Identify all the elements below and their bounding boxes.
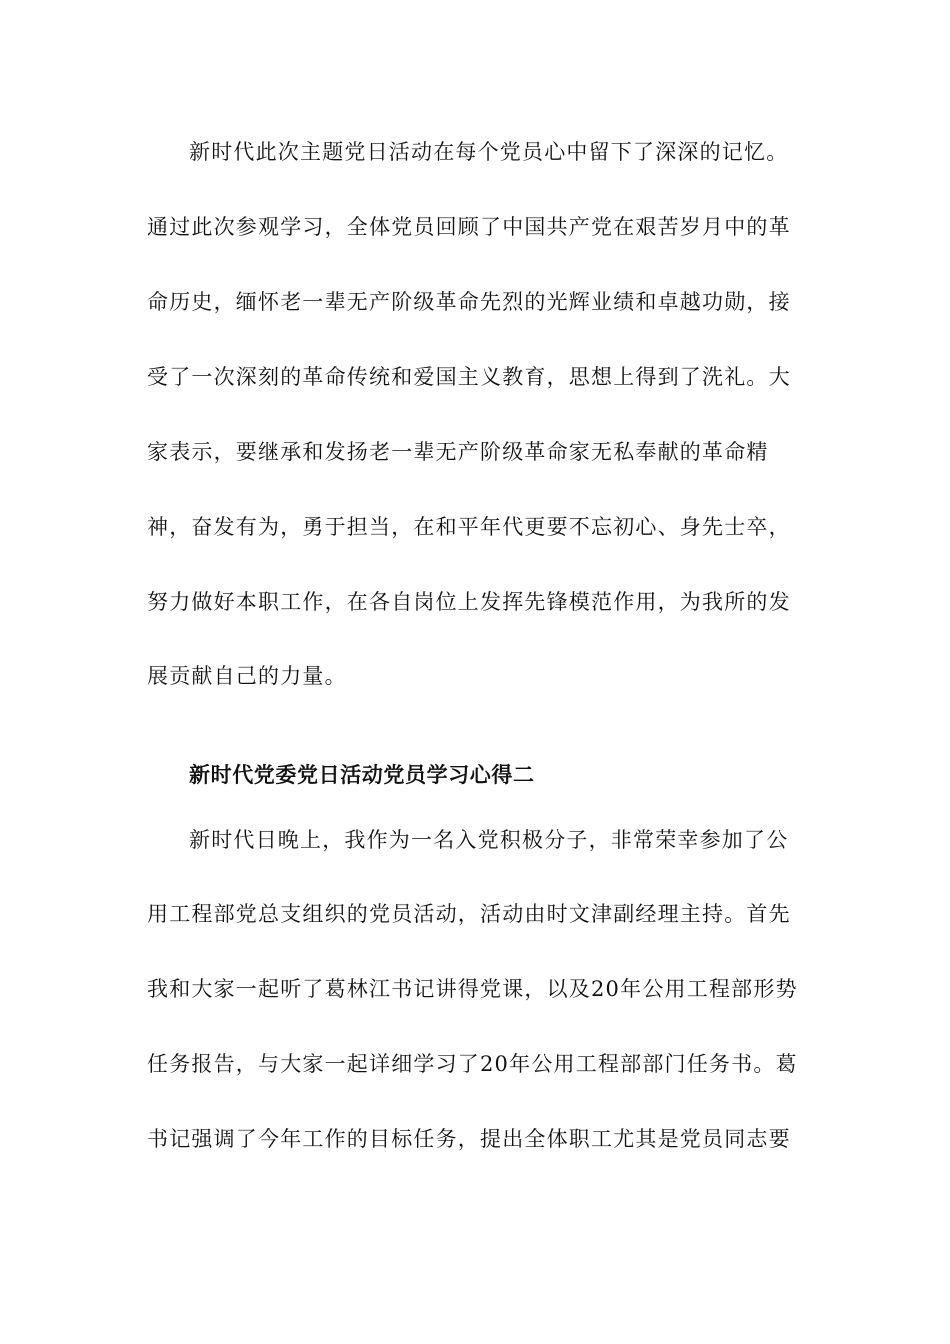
section-heading: 新时代党委党日活动党员学习心得二 — [189, 763, 535, 787]
paragraph-2-line-4: 任务报告，与大家一起详细学习了20年公用工程部部门任务书。葛 — [147, 1052, 798, 1076]
paragraph-2-line-5: 书记强调了今年工作的目标任务，提出全体职工尤其是党员同志要 — [147, 1127, 791, 1151]
paragraph-1-line-6: 神，奋发有为，勇于担当，在和平年代更要不忘初心、身先士卒， — [147, 515, 791, 539]
paragraph-1-line-2: 通过此次参观学习，全体党员回顾了中国共产党在艰苦岁月中的革 — [147, 215, 791, 239]
paragraph-1-line-8: 展贡献自己的力量。 — [147, 664, 347, 688]
paragraph-2-line-2: 用工程部党总支组织的党员活动，活动由时文津副经理主持。首先 — [147, 902, 791, 926]
paragraph-1-line-4: 受了一次深刻的革命传统和爱国主义教育，思想上得到了洗礼。大 — [147, 365, 791, 389]
paragraph-1-line-3: 命历史，缅怀老一辈无产阶级革命先烈的光辉业绩和卓越功勋，接 — [147, 290, 791, 314]
paragraph-2-line-3: 我和大家一起听了葛林江书记讲得党课，以及20年公用工程部形势 — [147, 977, 798, 1001]
paragraph-1-line-5: 家表示，要继承和发扬老一辈无产阶级革命家无私奉献的革命精 — [147, 440, 769, 464]
paragraph-1-line-7: 努力做好本职工作，在各自岗位上发挥先锋模范作用，为我所的发 — [147, 590, 791, 614]
paragraph-2-line-1: 新时代日晚上，我作为一名入党积极分子，非常荣幸参加了公 — [189, 828, 789, 852]
paragraph-1-line-1: 新时代此次主题党日活动在每个党员心中留下了深深的记忆。 — [189, 140, 789, 164]
